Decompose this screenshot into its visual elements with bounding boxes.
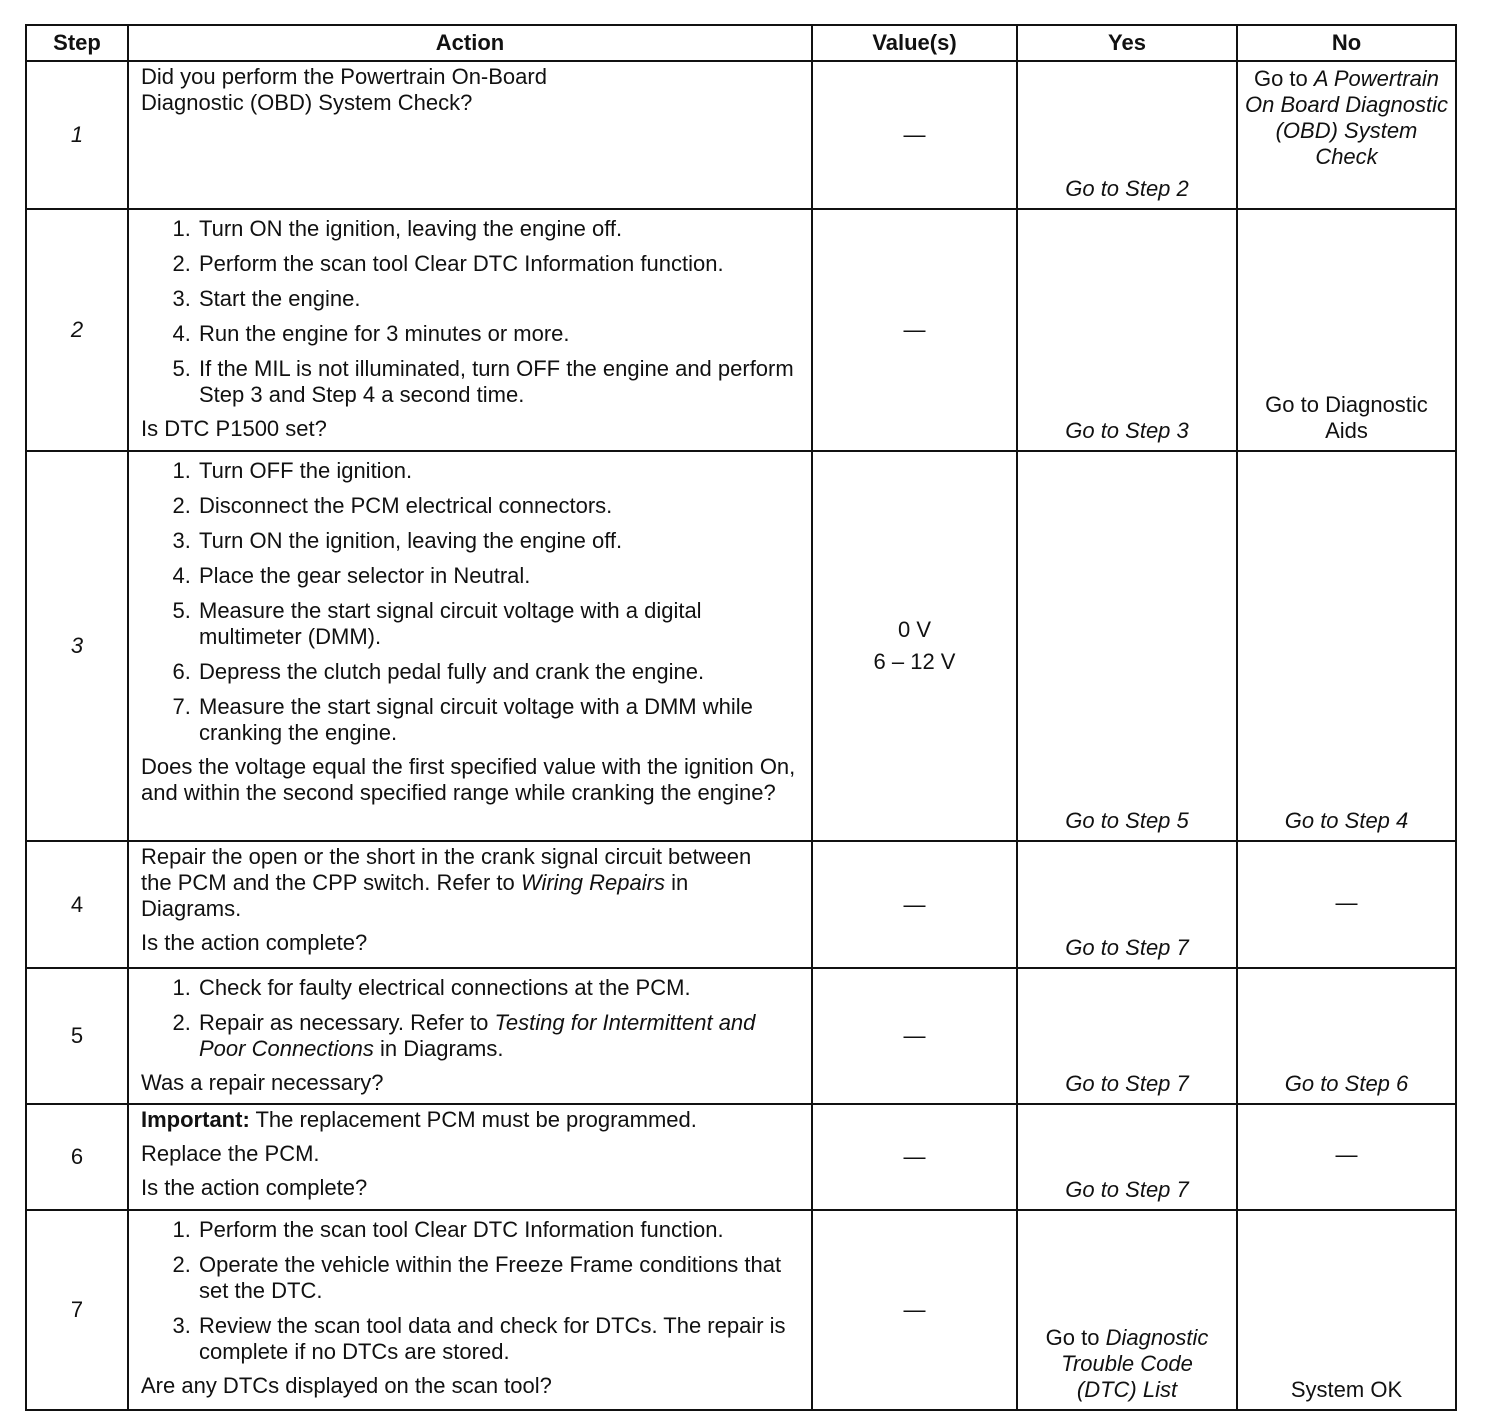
- step-number: 2: [26, 209, 128, 451]
- header-step: Step: [26, 25, 128, 61]
- yes-cell: Go to Step 3: [1017, 209, 1237, 451]
- no-cell: Go to Step 6: [1237, 968, 1456, 1104]
- step-number: 5: [26, 968, 128, 1104]
- action-cell: [128, 209, 812, 451]
- action-steps: [141, 458, 801, 746]
- important-label: Important:: [141, 1107, 250, 1132]
- yes-prefix: Go to: [1045, 1325, 1100, 1350]
- value-cell: —: [812, 1210, 1017, 1410]
- list-item: 2. Disconnect the PCM electrical connectors.: [197, 493, 801, 519]
- no-prefix: Go to: [1253, 66, 1308, 91]
- step-number: 7: [26, 1210, 128, 1410]
- action-text: Did you perform the Powertrain On-Board Diagnostic (OBD) System Check?: [141, 64, 547, 115]
- action-cell: [128, 1104, 812, 1210]
- value-cell: —: [812, 209, 1017, 451]
- action-question: Is the action complete?: [141, 930, 368, 955]
- table-row: [26, 841, 1456, 968]
- list-item: 6. Depress the clutch pedal fully and crank the engine.: [197, 659, 801, 685]
- step-number: 3: [26, 451, 128, 841]
- table-row: [26, 451, 1456, 841]
- yes-link-text: Diagnostic Trouble Code (DTC) List: [1061, 1325, 1209, 1402]
- value-cell: —: [812, 61, 1017, 209]
- yes-cell: Go to Step 7: [1017, 968, 1237, 1104]
- action-question: Is the action complete?: [141, 1175, 368, 1200]
- list-item: 3. Review the scan tool data and check for DTCs. The repair is complete if no DTCs are stored.: [197, 1313, 801, 1365]
- list-item: 7. Measure the start signal circuit voltage with a DMM while cranking the engine.: [197, 694, 801, 746]
- value-cell: —: [812, 841, 1017, 968]
- table-row: [26, 1210, 1456, 1410]
- yes-cell: Go to Step 7: [1017, 841, 1237, 968]
- no-cell: [1237, 61, 1456, 209]
- no-cell: Go to Step 4: [1237, 451, 1456, 841]
- list-item: 2. Operate the vehicle within the Freeze Frame conditions that set the DTC.: [197, 1252, 801, 1304]
- list-item: 4. Run the engine for 3 minutes or more.: [197, 321, 801, 347]
- list-item: 5. If the MIL is not illuminated, turn OFF the engine and perform Step 3 and Step 4 a second time.: [197, 356, 801, 408]
- list-item: 1. Check for faulty electrical connections at the PCM.: [197, 975, 801, 1001]
- action-cell: [128, 1210, 812, 1410]
- action-steps: [141, 1217, 801, 1365]
- action-question: Are any DTCs displayed on the scan tool?: [141, 1373, 552, 1398]
- list-item: 1. Turn OFF the ignition.: [197, 458, 801, 484]
- header-values: Value(s): [812, 25, 1017, 61]
- action-question: Does the voltage equal the first specified value with the ignition On, and within the second specified range while cranking the engine?: [141, 754, 796, 805]
- list-item: 1. Turn ON the ignition, leaving the engine off.: [197, 216, 801, 242]
- action-question: Was a repair necessary?: [141, 1070, 384, 1095]
- list-item-reference: Testing for Intermittent and Poor Connections: [199, 1010, 756, 1061]
- value-first: 0 V: [897, 617, 932, 642]
- action-question: Is DTC P1500 set?: [141, 416, 327, 441]
- step-number: 1: [26, 61, 128, 209]
- yes-cell: [1017, 1210, 1237, 1410]
- action-cell: [128, 61, 812, 209]
- action-steps: [141, 216, 801, 408]
- action-cell: [128, 968, 812, 1104]
- list-item: 2. Perform the scan tool Clear DTC Information function.: [197, 251, 801, 277]
- action-cell: [128, 451, 812, 841]
- list-item: [197, 1010, 801, 1062]
- list-item: 4. Place the gear selector in Neutral.: [197, 563, 801, 589]
- table-row: [26, 968, 1456, 1104]
- no-cell: Go to Diagnostic Aids: [1237, 209, 1456, 451]
- no-cell: —: [1237, 1104, 1456, 1210]
- action-reference: Wiring Repairs: [520, 870, 665, 895]
- table-row: [26, 61, 1456, 209]
- step-number: 4: [26, 841, 128, 968]
- header-row: [26, 25, 1456, 61]
- yes-cell: Go to Step 7: [1017, 1104, 1237, 1210]
- action-text-pre: Repair the open or the short in the crank signal circuit between the PCM and the CPP switch. Refer to: [141, 844, 752, 895]
- important-note: [141, 1107, 801, 1133]
- no-cell: —: [1237, 841, 1456, 968]
- action-text: Replace the PCM.: [141, 1141, 320, 1166]
- no-link-text: A Powertrain On Board Diagnostic (OBD) System Check: [1245, 66, 1448, 169]
- header-action: Action: [128, 25, 812, 61]
- yes-cell: Go to Step 5: [1017, 451, 1237, 841]
- no-cell: System OK: [1237, 1210, 1456, 1410]
- action-text-post: in Diagrams.: [141, 870, 689, 921]
- list-item: 3. Turn ON the ignition, leaving the engine off.: [197, 528, 801, 554]
- header-no: No: [1237, 25, 1456, 61]
- action-steps: [141, 975, 801, 1062]
- list-item-pre: Repair as necessary. Refer to: [199, 1010, 489, 1035]
- list-item: 5. Measure the start signal circuit voltage with a digital multimeter (DMM).: [197, 598, 801, 650]
- list-item-post: in Diagrams.: [380, 1036, 504, 1061]
- header-yes: Yes: [1017, 25, 1237, 61]
- value-second: 6 – 12 V: [873, 649, 956, 674]
- diagnostic-table: [25, 24, 1457, 1411]
- value-cell: [812, 451, 1017, 841]
- value-cell: —: [812, 1104, 1017, 1210]
- important-text: The replacement PCM must be programmed.: [255, 1107, 697, 1132]
- step-number: 6: [26, 1104, 128, 1210]
- table-row: [26, 1104, 1456, 1210]
- yes-cell: Go to Step 2: [1017, 61, 1237, 209]
- list-item: 3. Start the engine.: [197, 286, 801, 312]
- table-row: [26, 209, 1456, 451]
- list-item: 1. Perform the scan tool Clear DTC Information function.: [197, 1217, 801, 1243]
- action-text: [141, 844, 771, 922]
- action-cell: [128, 841, 812, 968]
- value-cell: —: [812, 968, 1017, 1104]
